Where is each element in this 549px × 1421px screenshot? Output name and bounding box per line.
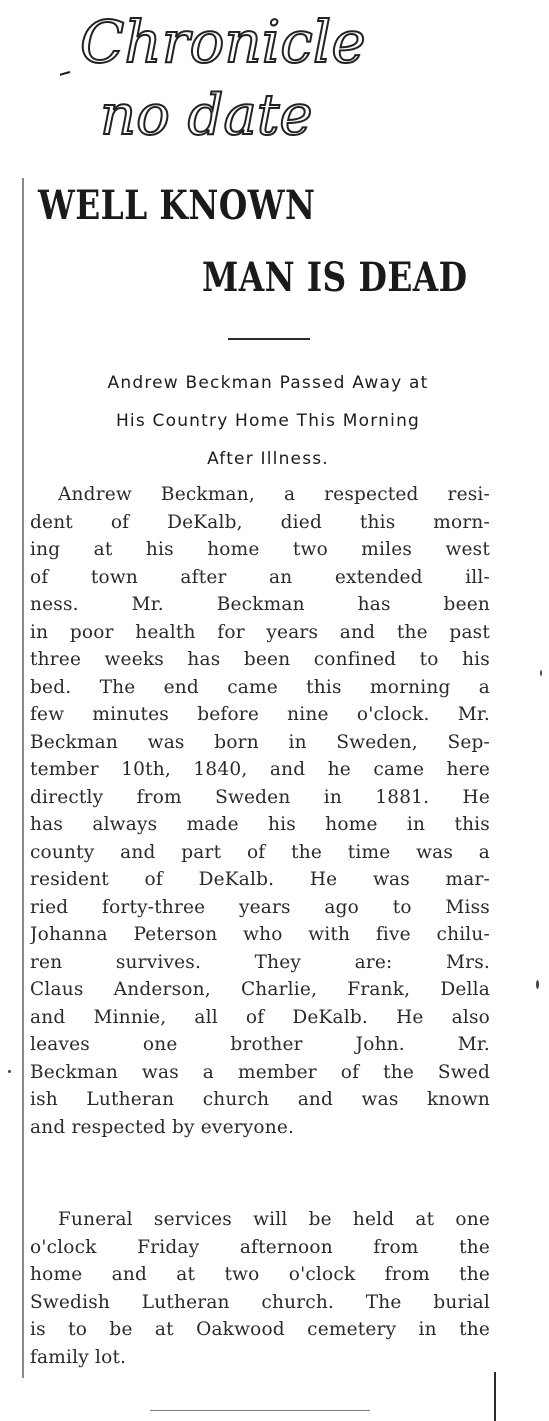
- handwritten-note-drawing: [60, 0, 500, 160]
- article-line: Funeral services will be held at one: [58, 1209, 490, 1230]
- article-line: resident of DeKalb. He was mar-: [30, 869, 490, 890]
- article-line: o'clock Friday afternoon from the: [30, 1236, 490, 1258]
- subheadline-line-1: Andrew Beckman Passed Away at: [107, 373, 429, 393]
- article-paragraph-2: [30, 1206, 490, 1371]
- article-line: and respected by everyone.: [30, 1116, 295, 1138]
- article-line: ness. Mr. Beckman has been: [30, 594, 490, 615]
- article-line: dent of DeKalb, died this morn-: [30, 511, 490, 533]
- subheadline-line-3: After Illness.: [207, 449, 329, 469]
- article-line: ried forty-three years ago to Miss: [30, 896, 490, 918]
- article-line: leaves one brother John. Mr.: [30, 1034, 490, 1055]
- article-line: county and part of the time was a: [30, 841, 490, 863]
- article-line: three weeks has been confined to his: [30, 649, 490, 670]
- article-line: ish Lutheran church and was known: [30, 1089, 490, 1110]
- article-line: Swedish Lutheran church. The burial: [30, 1291, 490, 1313]
- handwritten-stroke: [60, 72, 70, 95]
- article-line: Andrew Beckman, a respected resi-: [58, 484, 490, 505]
- article-line: Beckman was a member of the Swed: [30, 1061, 490, 1083]
- article-line: few minutes before nine o'clock. Mr.: [30, 704, 490, 725]
- column-rule-bottom: [150, 1410, 370, 1411]
- article-line: Johanna Peterson who with five chilu-: [30, 924, 490, 945]
- subheadline-line-2: His Country Home This Morning: [115, 411, 421, 431]
- ink-speck: [8, 1070, 11, 1073]
- article-line: and Minnie, all of DeKalb. He also: [30, 1006, 490, 1028]
- article-line: home and at two o'clock from the: [30, 1264, 490, 1285]
- article-line: has always made his home in this: [30, 814, 490, 835]
- headline-line-1: WELL KNOWN: [38, 182, 316, 229]
- article-line: ren survives. They are: Mrs.: [30, 951, 490, 973]
- ink-speck: [536, 980, 539, 989]
- headline-line-2: MAN IS DEAD: [202, 254, 468, 301]
- article-line: ing at his home two miles west: [30, 539, 490, 560]
- article-line: Claus Anderson, Charlie, Frank, Della: [30, 979, 490, 1000]
- article-paragraph-1: [30, 481, 490, 1141]
- article-line: is to be at Oakwood cemetery in the: [30, 1319, 490, 1340]
- column-rule-bottom-right: [494, 1372, 496, 1421]
- subheadline: [18, 364, 518, 478]
- article-line: in poor health for years and the past: [30, 621, 490, 643]
- handwritten-line-1: Chronicle: [80, 8, 366, 76]
- article-line: Beckman was born in Sweden, Sep-: [30, 731, 490, 753]
- article-line: directly from Sweden in 1881. He: [30, 786, 490, 808]
- handwritten-note: [60, 0, 500, 160]
- column-rule-left: [22, 178, 24, 1378]
- article-line: family lot.: [30, 1346, 127, 1368]
- handwritten-line-2: no date: [100, 83, 313, 148]
- headline-divider: [228, 338, 310, 340]
- article-line: of town after an extended ill-: [30, 566, 490, 588]
- article-line: tember 10th, 1840, and he came here: [30, 759, 490, 780]
- ink-speck: [540, 670, 542, 676]
- article-line: bed. The end came this morning a: [30, 676, 490, 698]
